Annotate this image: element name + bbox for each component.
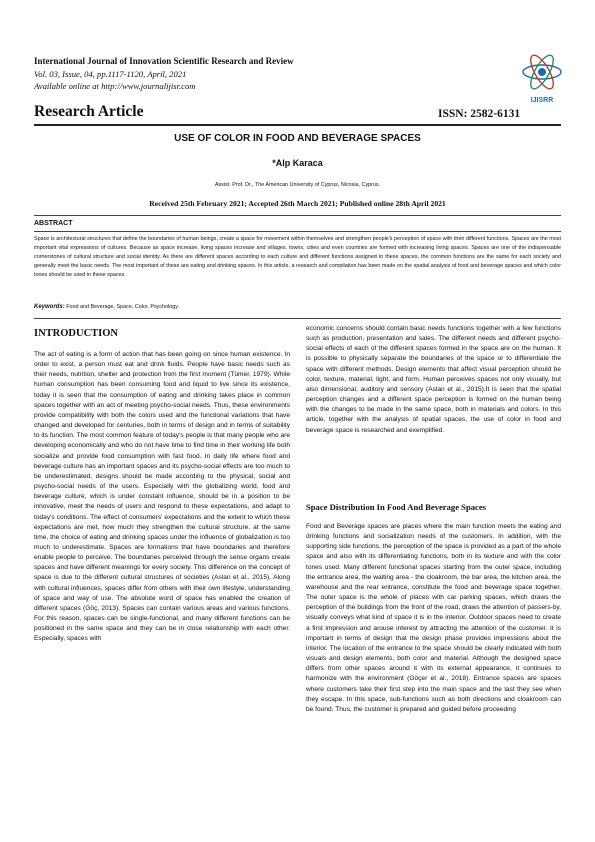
availability-line: Available online at http://www.journalijisr.com [34, 81, 196, 91]
keywords-label: Keywords: [34, 304, 65, 310]
abstract-rule [34, 231, 561, 232]
introduction-text: The act of eating is a form of action that has been going on since human existence. In order to exist, a person must eat and drink fluids. People have basic needs such as their needs, nutrition, shelter and protection from the first moment (Tümer, 1979). While human consumption has been consuming food and liquid to live since its existence, today it is seen that the consumption of eating and drinking takes place in common spaces together with an act of meeting psycho-social needs. Thus, these environments provide compatibility with both the colors used and the functional variations that have changed and developed for centuries, both in terms of design and in terms of suitability to its function. The most common feature of today's people is that many people who are developing economically and who do not have time to find time in their working life both socialize and provide food consumption with fast food. In daily life where food and beverage culture has an important spaces and its psycho-social effects are too much to be underestimated, designs should be made according to the physical, social and psycho-social needs of the users. Especially with the globalizing world, food and beverage culture, which is under constant influence, should be in a position to be innovative, meet the needs of users and respond to these expectations, and adapt to today's conditions. The effect of consumers' expectations and the extent to which these expectations are met, how much they strengthen the cultural structure, at the same time, the choice of eating and drinking spaces under the influence of globalization is too much to underestimate. Spaces are formations that have boundaries and therefore enable people to perceive. The boundaries perceived through the sense organs create spaces and have different meanings for every society. This difference on the concept of space is due to the different cultural structures of societies (Aslan et al., 2015). Along with cultural influences, spaces differ from others with their own lifestyle, understanding of space and way of use. The absolute word of space has enabled the creation of different spaces (Göç, 2013). Spaces can contain various areas and various functions. For this reason, spaces can be single-functional, and many different functions can be positioned in the same space and they can be in close relationship with each other. Especially, spaces with [34, 351, 290, 643]
volume-info: Vol. 03, Issue, 04, pp.1117-1120, April, 2021 [34, 69, 187, 79]
author-name: *Alp Karaca [272, 158, 323, 168]
issn: ISSN: 2582-6131 [438, 108, 521, 120]
author-affiliation: Assist. Prof. Dr., The American University of Cyprus, Nicosia, Cyprus. [214, 182, 381, 188]
journal-logo [520, 50, 564, 106]
abstract-heading: ABSTRACT [34, 220, 73, 227]
space-distribution-text: Food and Beverage spaces are places where the main function meets the eating and drinking functions and socialization needs of the customers. In addition, with the supporting side functions, the perception of the space is provided as a part of the whole space and also with its differentiating functions, both in its texture and with the color tones used. Many different functional spaces starting from the outer space, including the entrance area, the waiting area - the cloakroom, the bar area, the kitchen area, the warehouse and the rear entrance, constitute the food and beverage space together. The outer space is the whole of places with car parking spaces, which draws the perception of the buildings from the front of the road, draws the attention of passers-by, visually conveys what kind of space it is in the interior. Outdoor spaces need to create a first impression and arouse interest by attracting the attention of the customer. It is important in terms of design that the design phase provides impressions about the interior. The location of the entrance to the space should be clearly indicated with both visuals and design elements, both color and material. Although the designed space differs from other spaces around it with its external appearance, it continues to harmonize with the environment (Göçer et al., 2018). Entrance spaces are spaces where customers take their first step into the main space and the last they see when they escape. In this space, sub-functions such as both directions and cloakroom can be found. Thus, the customer is prepared and guided before proceeding [306, 523, 561, 713]
atom-logo-icon [520, 50, 564, 106]
header-rule [34, 124, 561, 126]
introduction-heading: INTRODUCTION [34, 328, 119, 339]
article-type: Research Article [34, 103, 144, 120]
svg-text:IJISRR: IJISRR [530, 97, 554, 104]
section-heading-space-distribution: Space Distribution In Food And Beverage Spaces [306, 502, 487, 512]
keywords-line [34, 304, 179, 310]
abstract-text: Space is architectural structures that define the boundaries of human beings, create a space for movement within themselves and strengthen people's perception of space with their different functions. Spaces are the most important vital expressions of cultures. Because as space increase, living spaces increase and villages, towns, cities and even countries are formed with increasing living spaces. Spaces are one of the indispensable cornerstones of cultural structure and social identity. As there are different spaces according to each culture and different functions assigned to these spaces, the common functions are the same for each society and generally meet the basic needs. The most important of these are eating and drinking spaces. In this article, a research and compilation has been made on the spatial analysis of food and beverage spaces and which color tones should be used in these spaces. [34, 236, 561, 278]
publication-dates: Received 25th February 2021; Accepted 26th March 2021; Published online 28th April 2021 [149, 199, 446, 208]
journal-name: International Journal of Innovation Scientific Research and Review [34, 56, 294, 66]
keywords-list: Food and Beverage, Space, Color, Psychology. [66, 304, 180, 310]
introduction-continued: economic concerns should contain basic needs functions together with a few functions such as production, presentation and sales. The different needs and different psycho-social effects of each of the different spaces formed in the space are on the human. It is possible to physically separate the boundaries of the space or to differentiate the space with different methods. Design elements that affect visual perception should be color, texture, material, light, and form. Human perceives spaces not only visually, but also dimensional, auditory and sensory (Aslan et al., 2015).It is seen that the spatial perception changes and a different space perception is formed on the human being with the changes to be made in the same space, both in materials and colors. In this article, together with the analysis of spatial spaces, the use of color in food and beverage space is researched and exemplified. [306, 325, 561, 434]
abstract-bottom-rule [34, 318, 561, 319]
abstract-top-rule [34, 215, 561, 216]
paper-title: USE OF COLOR IN FOOD AND BEVERAGE SPACES [174, 133, 421, 144]
